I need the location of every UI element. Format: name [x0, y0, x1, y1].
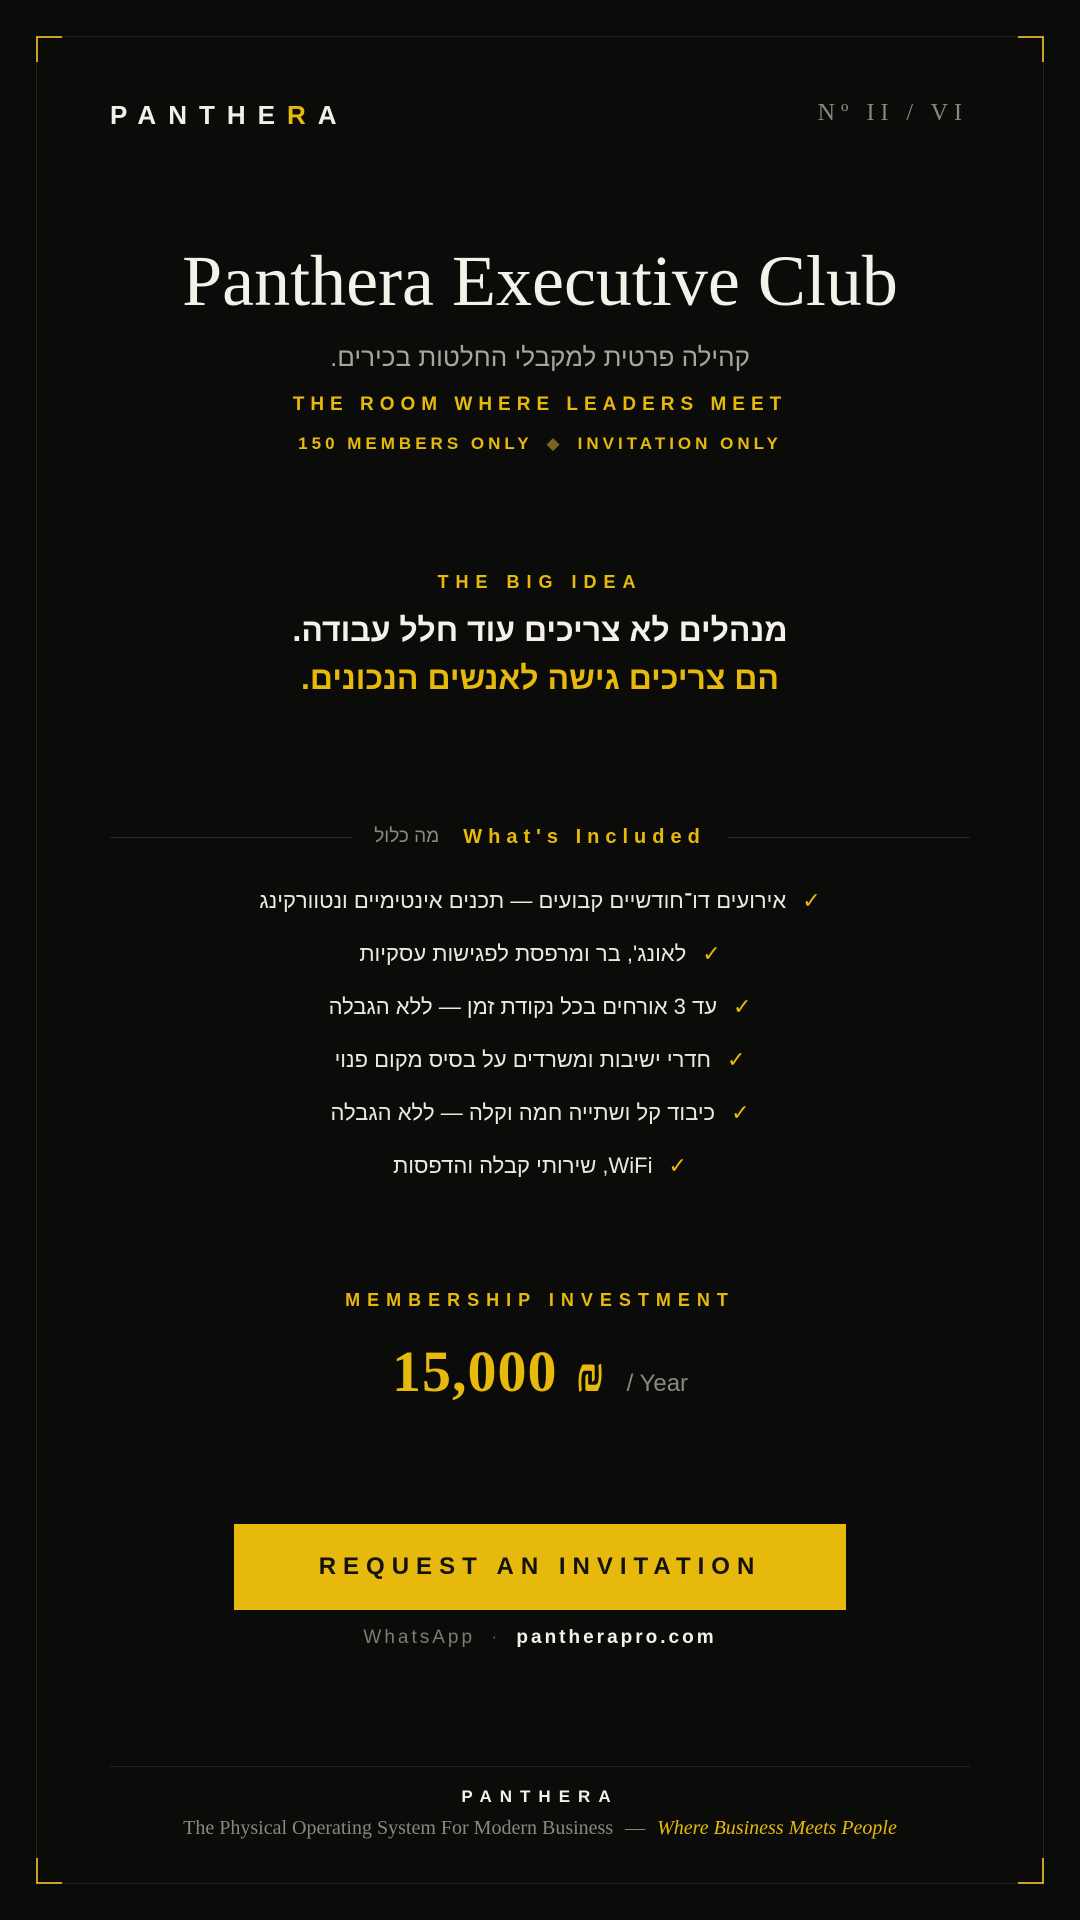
diamond-icon: ◆: [546, 434, 564, 453]
investment-kicker: MEMBERSHIP INVESTMENT: [345, 1290, 735, 1310]
members-badge: 150 MEMBERS ONLY: [298, 434, 533, 453]
issue-number: Nº II / VI: [817, 100, 968, 126]
brand-logo-end: A: [317, 100, 349, 130]
corner-ornament-top-right: [1018, 36, 1044, 62]
included-heading: [110, 822, 970, 852]
footer-motto: Where Business Meets People: [657, 1817, 897, 1839]
footer-brand: PANTHERA: [461, 1787, 619, 1806]
check-icon: ✓: [702, 940, 721, 966]
footer-tagline-line: [0, 1817, 1080, 1840]
list-item-label: אירועים דו־חודשיים קבועים — תכנים אינטימיים ונטוורקינג: [259, 887, 787, 913]
check-icon: ✓: [802, 887, 821, 913]
check-icon: ✓: [668, 1152, 687, 1178]
included-label-he: מה כלול: [374, 826, 440, 847]
check-icon: ✓: [731, 1099, 750, 1125]
membership-badges: [0, 434, 1080, 454]
list-item: [110, 980, 970, 1033]
list-item-label: עד 3 אורחים בכל נקודת זמן — ללא הגבלה: [328, 993, 718, 1019]
corner-ornament-bottom-right: [1018, 1858, 1044, 1884]
brand-logo: [110, 100, 349, 131]
list-item-label: כיבוד קל ושתייה חמה וקלה — ללא הגבלה: [330, 1099, 716, 1125]
price-amount: 15,000: [391, 1339, 558, 1404]
price-period: / Year: [626, 1370, 689, 1397]
divider: [728, 837, 970, 838]
list-item-label: לאונג', בר ומרפסת לפגישות עסקיות: [359, 940, 687, 966]
idea-headline: מנהלים לא צריכים עוד חלל עבודה.: [292, 612, 788, 648]
check-icon: ✓: [733, 993, 752, 1019]
included-list: [110, 874, 970, 1192]
whatsapp-link[interactable]: WhatsApp: [363, 1627, 476, 1648]
corner-ornament-top-left: [36, 36, 62, 62]
contact-links: [0, 1627, 1080, 1649]
separator: ·: [491, 1627, 501, 1648]
divider: [110, 837, 352, 838]
check-icon: ✓: [727, 1046, 746, 1072]
list-item: [110, 1139, 970, 1192]
hero-tagline: THE ROOM WHERE LEADERS MEET: [292, 394, 788, 415]
corner-ornament-bottom-left: [36, 1858, 62, 1884]
hero-subtitle: קהילה פרטית למקבלי החלטות בכירים.: [330, 342, 750, 372]
list-item: [110, 874, 970, 927]
invitation-badge: INVITATION ONLY: [577, 434, 782, 453]
request-invitation-button[interactable]: REQUEST AN INVITATION: [234, 1524, 846, 1610]
brand-logo-main: PANTHE: [110, 100, 287, 130]
list-item-label: חדרי ישיבות ומשרדים על בסיס מקום פנוי: [334, 1046, 711, 1072]
footer-divider: [110, 1766, 970, 1767]
list-item-label: WiFi, שירותי קבלה והדפסות: [393, 1152, 653, 1178]
page-title: Panthera Executive Club: [182, 241, 898, 321]
list-item: [110, 1033, 970, 1086]
membership-price: [0, 1338, 1080, 1405]
footer-dash: —: [625, 1817, 646, 1839]
footer-tagline: The Physical Operating System For Modern Business: [183, 1817, 614, 1839]
brand-logo-accent: R: [286, 100, 318, 130]
idea-kicker: THE BIG IDEA: [437, 572, 643, 592]
list-item: [110, 927, 970, 980]
shekel-icon: ₪: [575, 1349, 605, 1402]
website-link[interactable]: pantherapro.com: [516, 1627, 717, 1648]
included-label-en: What's Included: [463, 825, 706, 848]
list-item: [110, 1086, 970, 1139]
idea-subheadline: הם צריכים גישה לאנשים הנכונים.: [301, 660, 779, 696]
